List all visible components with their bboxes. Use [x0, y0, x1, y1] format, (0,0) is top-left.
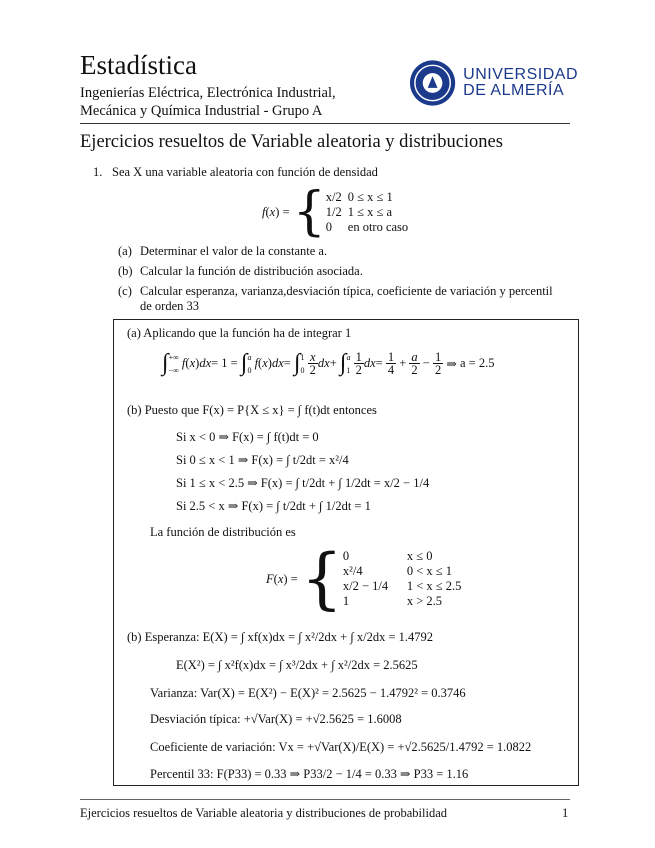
page-number: 1 [562, 806, 569, 820]
solution-b-case: Si 2.5 < x ⇒ F(x) = ∫ t/2dt + ∫ 1/2dt = 1 [176, 499, 371, 513]
solution-varianza: Varianza: Var(X) = E(X²) − E(X)² = 2.5625 − 1.4792² = 0.3746 [150, 686, 466, 700]
distribution-row: x²/4 0 < x ≤ 1 [342, 564, 453, 578]
solution-desviacion: Desviación típica: +√Var(X) = +√2.5625 = 1.6008 [150, 712, 402, 726]
density-row: 1/2 1 ≤ x ≤ a [325, 204, 393, 219]
university-logo [408, 58, 578, 108]
solution-esperanza: (b) Esperanza: E(X) = ∫ xf(x)dx = ∫ x²/2dx + ∫ x/2dx = 1.4792 [127, 630, 434, 644]
university-seal-icon [408, 58, 457, 108]
section-title: Ejercicios resueltos de Variable aleatoria y distribuciones [80, 132, 503, 152]
page-title: Estadística [80, 50, 197, 80]
solution-percentil: Percentil 33: F(P33) = 0.33 ⇒ P33/2 − 1/4 = 0.33 ⇒ P33 = 1.16 [150, 767, 469, 781]
footer-text: Ejercicios resueltos de Variable aleatoria y distribuciones de probabilidad [80, 806, 448, 820]
distribution-function: F(x) = { 0 x ≤ 0 x²/4 0 < x ≤ 1 x/2 − 1/4 1 < x ≤ 2.5 1 x > 2.5 [266, 546, 467, 612]
solution-coef-variacion: Coeficiente de variación: Vx = +√Var(X)/E(X) = +√2.5625/1.4792 = 1.0822 [150, 740, 532, 754]
solution-b-intro: (b) Puesto que F(x) = P{X ≤ x} = ∫ f(t)dt entonces [127, 403, 377, 417]
distribution-intro: La función de distribución es [150, 525, 296, 539]
distribution-row: x/2 − 1/4 1 < x ≤ 2.5 [342, 579, 462, 593]
footer-rule [80, 799, 570, 800]
university-logo-text: UNIVERSIDAD DE ALMERÍA [463, 66, 578, 99]
course-subtitle-line2: Mecánica y Química Industrial - Grupo A [80, 103, 323, 119]
solution-b-case: Si x < 0 ⇒ F(x) = ∫ f(t)dt = 0 [176, 430, 319, 444]
header-rule [80, 123, 570, 124]
distribution-row: 1 x > 2.5 [342, 594, 443, 608]
solution-a-equation: ∫ +∞ −∞ f ( x ) dx = 1 = ∫ a 0 f ( x ) dx = ∫ 1 0 $\frac{x}{2}$ dx + ∫ a 1 $\frac{1}{2}$ dx = $\frac{1}{4}$ + $\frac{a}{2}$ − $\frac{1}{2}$ ⇒ a = 2.5 [162, 350, 495, 377]
solution-b-case: Si 0 ≤ x < 1 ⇒ F(x) = ∫ t/2dt = x²/4 [176, 453, 349, 467]
part-b-label: (b) [118, 264, 133, 278]
density-row: 0 en otro caso [325, 219, 409, 234]
solution-ex2: E(X²) = ∫ x²f(x)dx = ∫ x³/2dx + ∫ x²/2dx = 2.5625 [176, 658, 418, 672]
part-c-label: (c) [118, 284, 132, 298]
part-c-text: Calcular esperanza, varianza,desviación típica, coeficiente de variación y percentil [140, 284, 553, 298]
distribution-row: 0 x ≤ 0 [342, 549, 433, 563]
density-row: x/2 0 ≤ x ≤ 1 [325, 189, 393, 204]
exercise-number: 1. [93, 165, 103, 179]
part-c-text-cont: de orden 33 [140, 299, 200, 313]
exercise-statement: Sea X una variable aleatoria con función de densidad [112, 165, 378, 179]
part-a-label: (a) [118, 244, 132, 258]
solution-b-case: Si 1 ≤ x < 2.5 ⇒ F(x) = ∫ t/2dt + ∫ 1/2dt = x/2 − 1/4 [176, 476, 430, 490]
density-function: f(x) = { x/2 0 ≤ x ≤ 1 1/2 1 ≤ x ≤ a 0 en otro caso [262, 186, 414, 238]
course-subtitle-line1: Ingenierías Eléctrica, Electrónica Industrial, [80, 85, 336, 101]
solution-a-intro: (a) Aplicando que la función ha de integrar 1 [127, 326, 352, 340]
part-b-text: Calcular la función de distribución asociada. [140, 264, 363, 278]
part-a-text: Determinar el valor de la constante a. [140, 244, 328, 258]
solution-a-result: a = 2.5 [459, 356, 495, 370]
